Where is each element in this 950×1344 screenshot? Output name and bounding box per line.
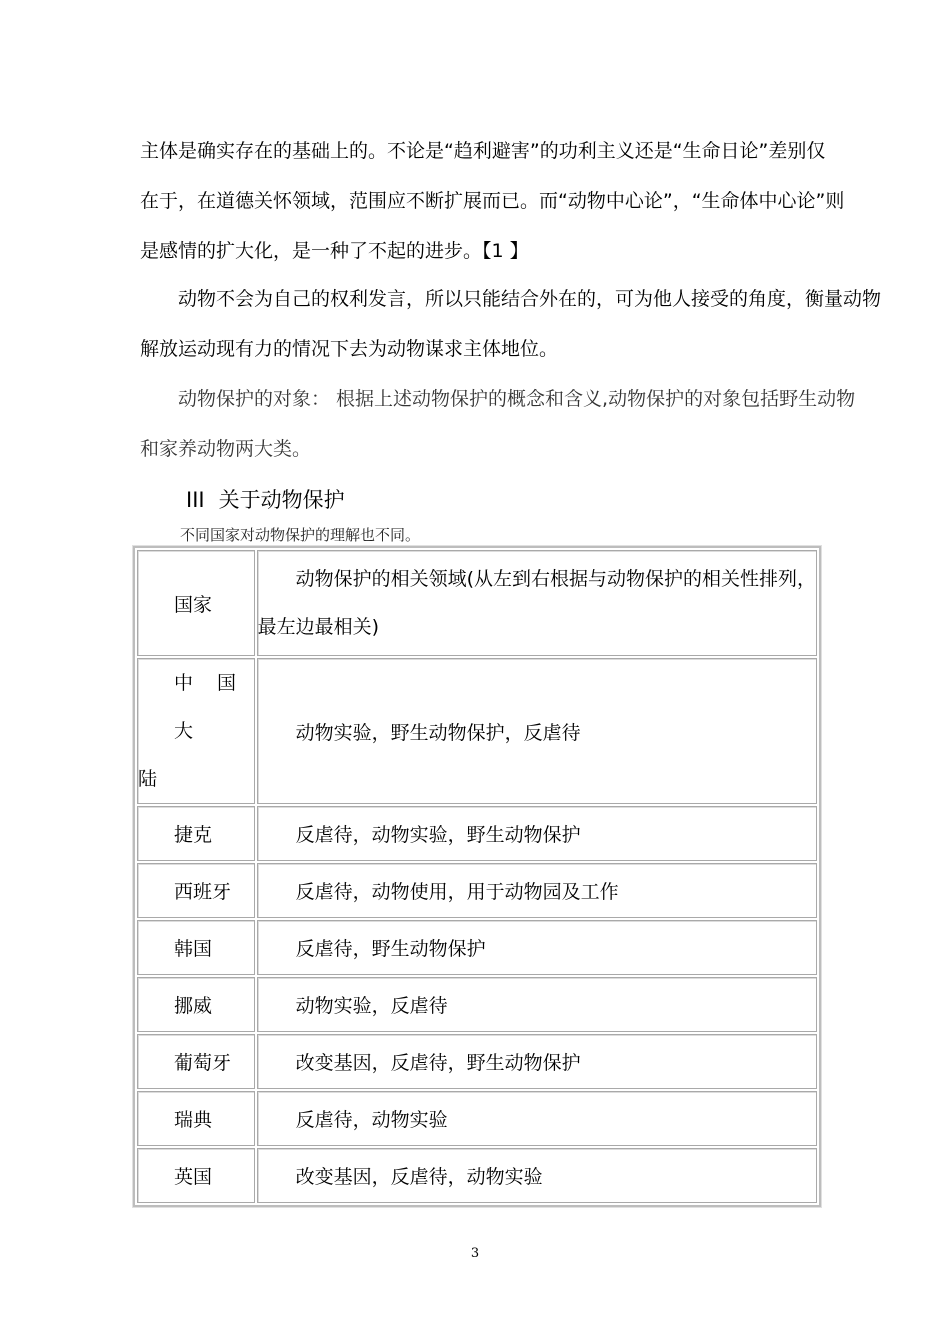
country-cell: 英国 [137, 1148, 255, 1203]
country-table [133, 546, 821, 1207]
areas-cell: 反虐待，动物实验 [257, 1091, 817, 1146]
country-cell: 捷克 [137, 806, 255, 861]
header-areas-line-2: 最左边最相关) [257, 616, 379, 638]
section-title: 关于动物保护 [218, 488, 345, 512]
country-cell: 葡萄牙 [137, 1034, 255, 1089]
section-number: III [186, 488, 205, 512]
header-areas-cell [257, 550, 817, 656]
areas-cell: 反虐待，动物实验，野生动物保护 [257, 806, 817, 861]
country-cell [137, 658, 255, 804]
country-name-wrapped [138, 659, 254, 803]
table-row [137, 863, 817, 918]
table-row [137, 1091, 817, 1146]
table-row [137, 658, 817, 804]
country-cell: 挪威 [137, 977, 255, 1032]
paragraph-3 [140, 374, 866, 474]
areas-cell: 动物实验，反虐待 [257, 977, 817, 1032]
paragraph-1-line-3: 是感情的扩大化，是一种了不起的进步。【1 】 [140, 240, 529, 262]
areas-cell: 动物实验，野生动物保护，反虐待 [257, 658, 817, 804]
paragraph-1-line-2: 在于，在道德关怀领域，范围应不断扩展而已。而“动物中心论”，“生命体中心论”则 [140, 190, 845, 212]
table-row [137, 977, 817, 1032]
areas-cell: 反虐待，野生动物保护 [257, 920, 817, 975]
section-heading [186, 484, 345, 514]
table-row [137, 806, 817, 861]
table-row [137, 1034, 817, 1089]
paragraph-2-line-2: 解放运动现有力的情况下去为动物谋求主体地位。 [140, 338, 559, 360]
paragraph-2 [140, 274, 882, 374]
country-cell: 瑞典 [137, 1091, 255, 1146]
country-cell: 西班牙 [137, 863, 255, 918]
header-country-label: 国家 [174, 593, 213, 616]
paragraph-1 [140, 126, 866, 276]
page-number: 3 [470, 1246, 480, 1261]
table-caption: 不同国家对动物保护的理解也不同。 [180, 526, 421, 544]
paragraph-3-line-1: 动物保护的对象： 根据上述动物保护的概念和含义,动物保护的对象包括野生动物 [178, 388, 856, 410]
header-country-cell [137, 550, 255, 656]
paragraph-3-line-2: 和家养动物两大类。 [140, 438, 312, 460]
areas-cell: 改变基因，反虐待，动物实验 [257, 1148, 817, 1203]
areas-cell: 改变基因，反虐待，野生动物保护 [257, 1034, 817, 1089]
country-name-line-2: 陆 [138, 768, 158, 790]
paragraph-1-line-1: 主体是确实存在的基础上的。不论是“趋利避害”的功利主义还是“生命日论”差别仅 [140, 140, 826, 162]
header-areas-line-1: 动物保护的相关领域(从左到右根据与动物保护的相关性排列， [295, 568, 816, 590]
table-header-row [137, 550, 817, 656]
paragraph-2-line-1: 动物不会为自己的权利发言，所以只能结合外在的，可为他人接受的角度，衡量动物 [178, 288, 882, 310]
areas-cell: 反虐待，动物使用，用于动物园及工作 [257, 863, 817, 918]
table-row [137, 1148, 817, 1203]
country-cell: 韩国 [137, 920, 255, 975]
table-row [137, 920, 817, 975]
country-name-line-1: 中 国 大 [174, 672, 246, 742]
